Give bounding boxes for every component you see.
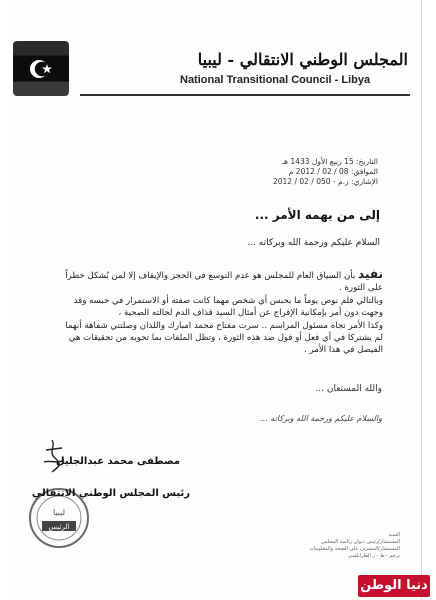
signatory-title: رئيس المجلس الوطني الانتقالي bbox=[31, 488, 190, 499]
stamp-text: ليبيا bbox=[52, 508, 66, 517]
greeting: السلام عليكم ورحمة الله وبركاته ... bbox=[247, 238, 380, 248]
footer-line-3: المستشار/المشرف على الصحة والمعلومات bbox=[309, 546, 400, 552]
crescent-star-icon bbox=[27, 55, 55, 83]
ref-corresponding: الموافق: 08 / 02 / 2012 م bbox=[288, 167, 378, 176]
stamp-subtext: الرئيس bbox=[48, 523, 70, 531]
ref-date: التاريخ: 15 ربيع الأول 1433 هـ bbox=[281, 157, 378, 166]
lead-word: نفيد bbox=[358, 267, 383, 281]
letterhead-divider bbox=[80, 94, 410, 96]
letterhead-title-en: National Transitional Council - Libya bbox=[180, 74, 371, 86]
footer-line-4: يرجم - ط - ر الطرابلسي bbox=[348, 553, 400, 559]
reference-block bbox=[198, 157, 378, 187]
libya-flag-icon bbox=[13, 41, 69, 96]
body-paragraph-1 bbox=[58, 268, 383, 295]
body-paragraph-2: وبالتالي فلم نوص يوماً ما بحبس أي شخص مهما كانت صفته أو الاستمرار في حبسه وقد وجهت دون أمر بإمكانية الإفراج عن أمثال السيد قذاف الدم لحالته الصحية ، bbox=[73, 295, 383, 319]
ref-index: الإشاري: ر.م - 050 / 02 / 2012 bbox=[272, 177, 378, 186]
regards-line: والسلام عليكم ورحمة الله وبركاته ... bbox=[260, 414, 382, 423]
footer-line-1: السيد bbox=[388, 532, 400, 538]
footer-line-2: المستشار/رئيس ديوان رئاسة المجلس bbox=[321, 539, 400, 545]
signatory-name: مصطفى محمد عبدالجليل bbox=[55, 456, 180, 467]
salutation: إلى من يهمه الأمر ... bbox=[254, 208, 380, 222]
distribution-footer bbox=[268, 532, 400, 560]
letterhead-title-ar: المجلس الوطني الانتقالي - ليبيا bbox=[197, 50, 408, 69]
letter-body bbox=[58, 268, 383, 357]
closing-line: والله المستعان ... bbox=[315, 384, 382, 394]
watermark-logo: دنيا الوطن bbox=[358, 575, 430, 597]
body-paragraph-3: وكذا الأمر تجاه مسئول المراسم .. سرت مفتاح محمد امبارك واللذان وصلتني شفاهة أنهما لم يشتركا في أي فعل أو قول ضد هذه الثورة ، وتظل الملفات بما تحويه من تحقيقات هي الفيصل في هذا الأمر . bbox=[65, 320, 383, 356]
page-edge bbox=[421, 0, 422, 600]
body-line-1: بأن السياق العام للمجلس هو عدم التوسع في الحجز والإيقاف إلا لمن يُشكل خطراً على الثورة . bbox=[65, 271, 383, 294]
